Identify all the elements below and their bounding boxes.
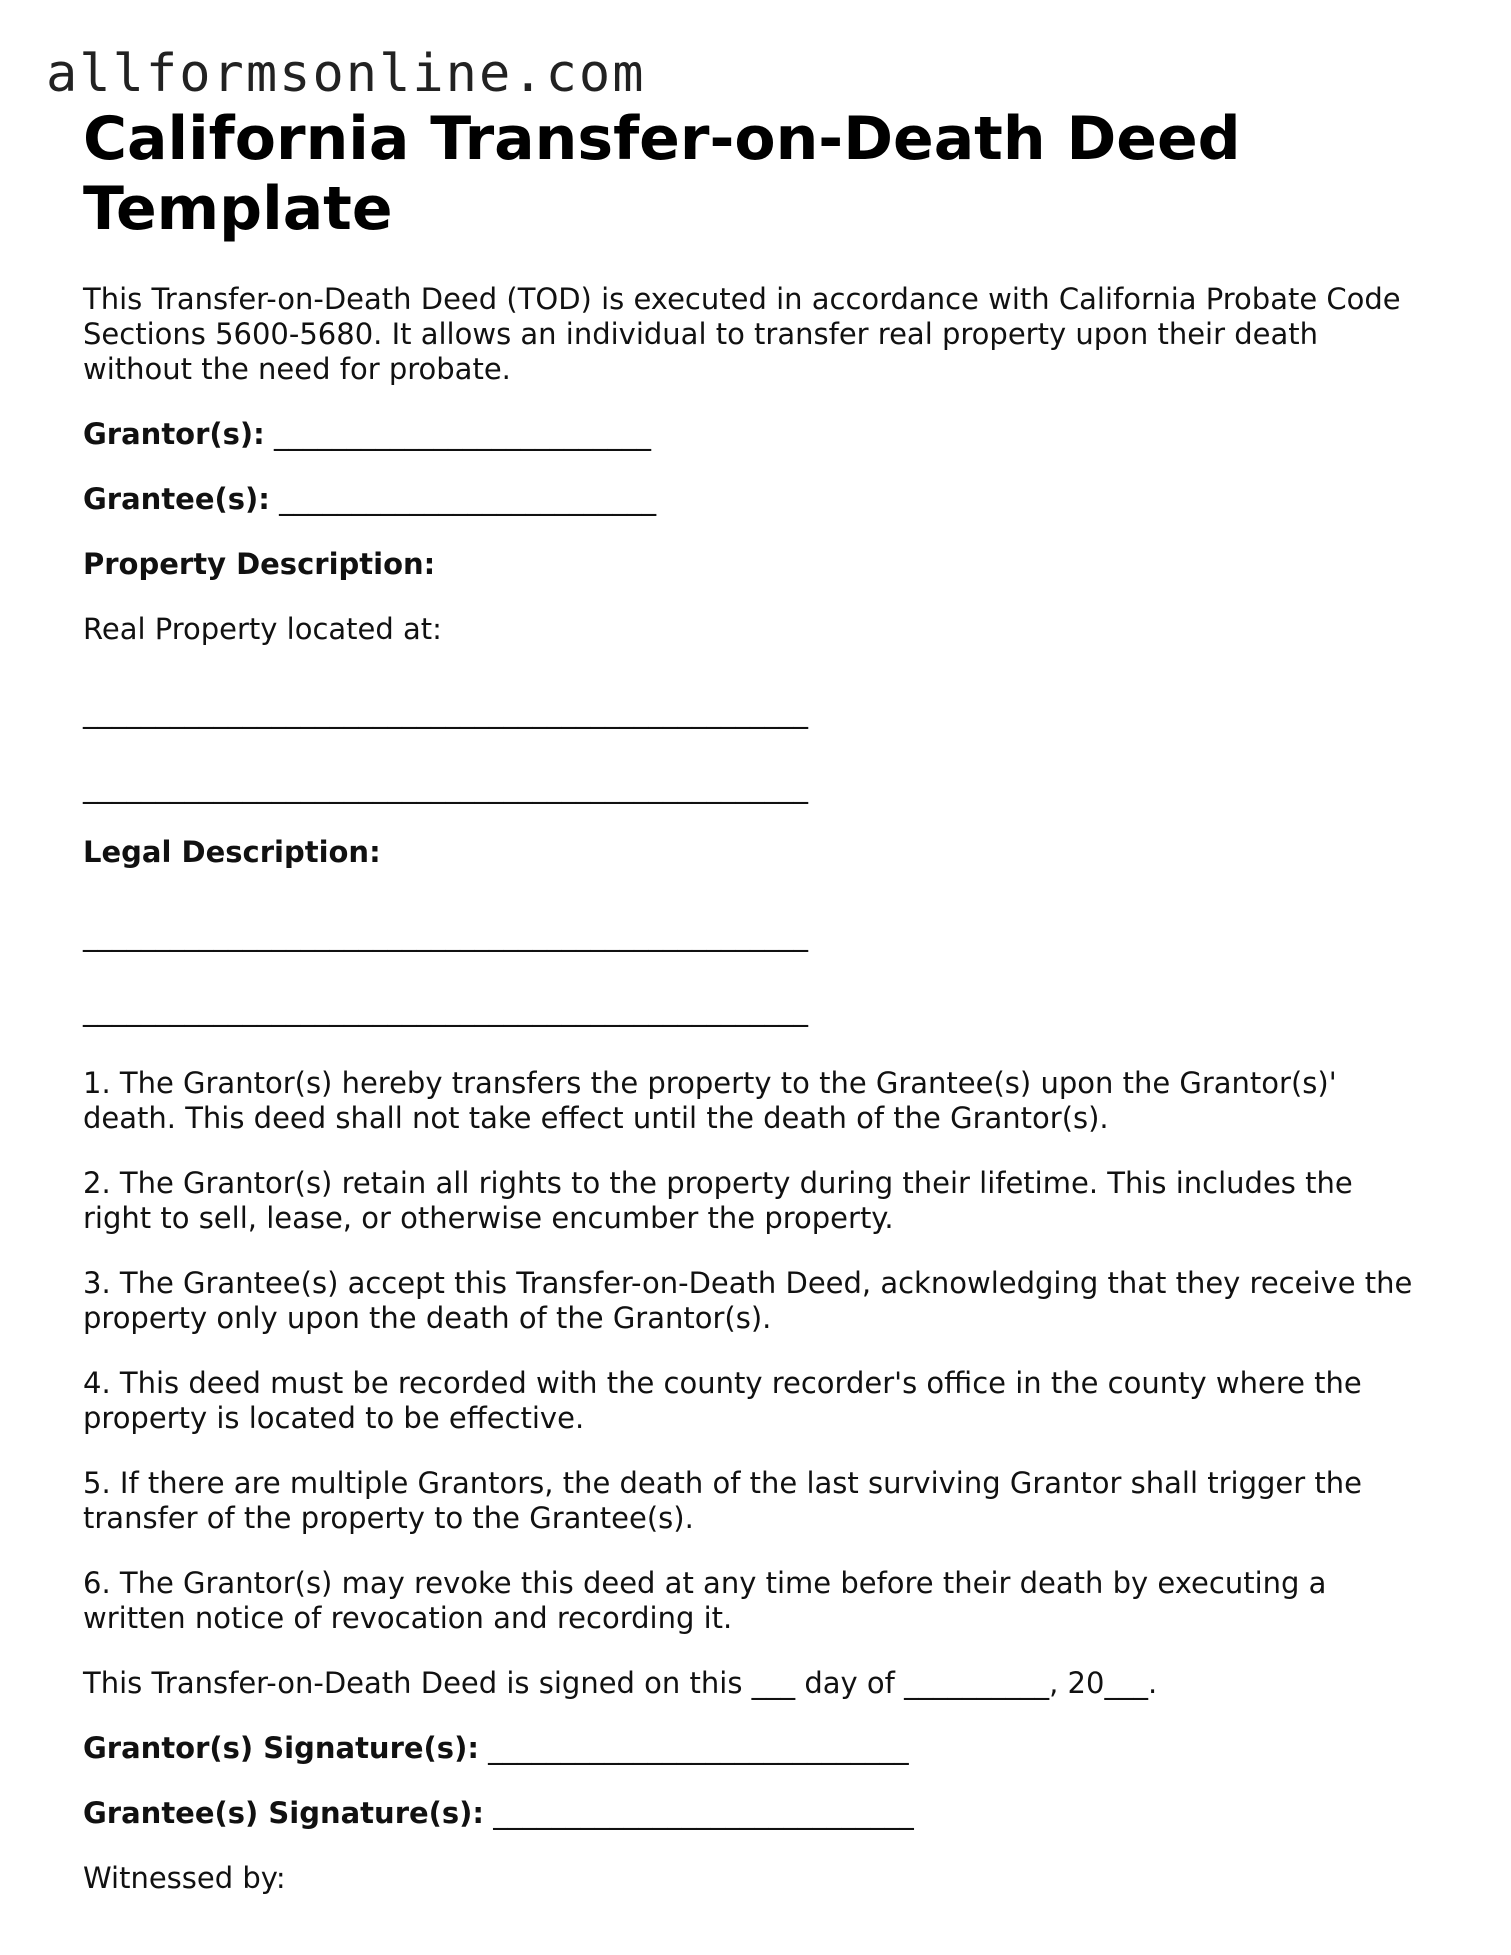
clause-2: 2. The Grantor(s) retain all rights to the property during their lifetime. This includes the right to sell, lease, or otherwise encumber the property.: [83, 1166, 1353, 1235]
property-located-label: Real Property located at:: [83, 612, 442, 646]
page-title: California Transfer-on-Death Deed Template: [83, 104, 1241, 244]
grantor-field: [83, 417, 1423, 452]
witnessed-by-label: Witnessed by:: [83, 1861, 286, 1895]
grantee-label: Grantee(s):: [83, 482, 270, 516]
grantee-signature-label: Grantee(s) Signature(s):: [83, 1796, 485, 1830]
clause-5: 5. If there are multiple Grantors, the death of the last surviving Grantor shall trigger the transfer of the property to the Grantee(s).: [83, 1466, 1362, 1535]
grantor-blank: __________________________: [274, 417, 651, 451]
clause-6: 6. The Grantor(s) may revoke this deed at any time before their death by executing a written notice of revocation and recording it.: [83, 1566, 1327, 1635]
grantor-signature-blank: _____________________________: [488, 1731, 909, 1765]
clause-1: 1. The Grantor(s) hereby transfers the property to the Grantee(s) upon the Grantor(s)' death. This deed shall not take effect until the death of the Grantor(s).: [83, 1066, 1337, 1135]
grantee-blank: __________________________: [279, 482, 657, 516]
property-description-heading: Property Description:: [83, 547, 436, 581]
grantee-field: [83, 482, 1423, 517]
clause-4: 4. This deed must be recorded with the county recorder's office in the county where the property is located to be effective.: [83, 1366, 1362, 1435]
grantor-signature-label: Grantor(s) Signature(s):: [83, 1731, 479, 1765]
site-watermark: allformsonline.com: [46, 44, 646, 104]
property-address-line-2: __________________________________________________: [83, 770, 808, 804]
grantee-signature-field: [83, 1796, 1423, 1831]
deed-document: [83, 104, 1423, 1896]
clause-3: 3. The Grantee(s) accept this Transfer-on-Death Deed, acknowledging that they receive the property only upon the death of the Grantor(s).: [83, 1266, 1413, 1335]
legal-description-line-1: __________________________________________________: [83, 918, 808, 952]
legal-description-line-2: __________________________________________________: [83, 993, 808, 1027]
intro-paragraph: This Transfer-on-Death Deed (TOD) is executed in accordance with California Probate Code Sections 5600-5680. It allows an individual to transfer real property upon their death without the need for probate.: [83, 282, 1401, 386]
legal-description-heading: Legal Description:: [83, 835, 381, 869]
grantee-signature-blank: _____________________________: [493, 1796, 914, 1830]
signed-date-line: This Transfer-on-Death Deed is signed on this ___ day of __________, 20___.: [83, 1666, 1158, 1700]
grantor-signature-field: [83, 1731, 1423, 1766]
property-address-line-1: __________________________________________________: [83, 695, 808, 729]
grantor-label: Grantor(s):: [83, 417, 265, 451]
